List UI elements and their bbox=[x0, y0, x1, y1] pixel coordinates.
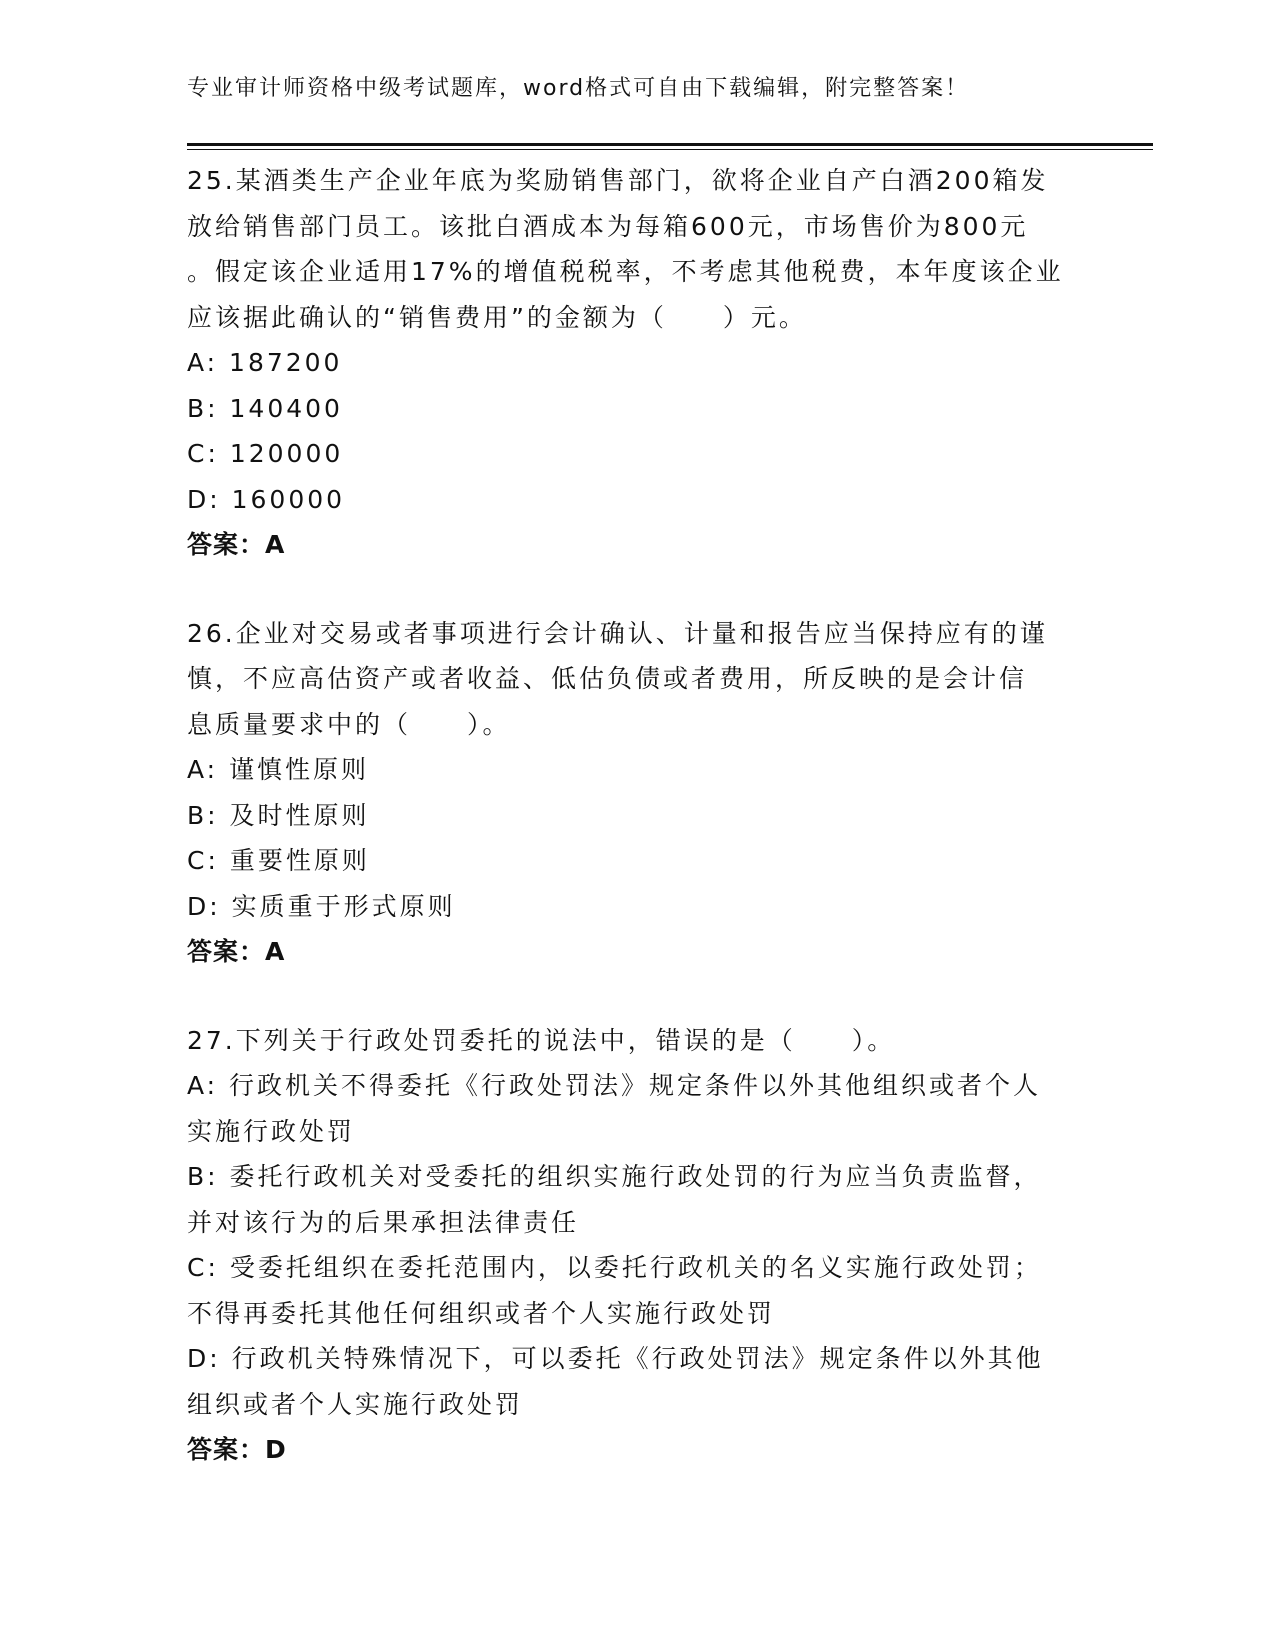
option-d: D: 160000 bbox=[187, 484, 346, 514]
option-c: C: 受委托组织在委托范围内，以委托行政机关的名义实施行政处罚； bbox=[187, 1253, 1042, 1282]
option-a-continued: 实施行政处罚 bbox=[187, 1116, 356, 1146]
option-c: C: 重要性原则 bbox=[187, 846, 370, 875]
option-b: B: 及时性原则 bbox=[187, 800, 370, 830]
question-stem-line: 25.某酒类生产企业年底为奖励销售部门，欲将企业自产白酒200箱发 bbox=[187, 166, 1049, 195]
option-a: A: 行政机关不得委托《行政处罚法》规定条件以外其他组织或者个人 bbox=[187, 1071, 1042, 1100]
question-stem-line: 应该据此确认的“销售费用”的金额为（ ）元。 bbox=[187, 302, 807, 332]
answer-label: 答案：A bbox=[187, 937, 286, 966]
question-stem-line: 放给销售部门员工。该批白酒成本为每箱600元，市场售价为800元 bbox=[187, 211, 1029, 241]
option-b-continued: 并对该行为的后果承担法律责任 bbox=[187, 1207, 580, 1237]
answer-label: 答案：A bbox=[187, 530, 286, 559]
option-a: A: 187200 bbox=[187, 348, 343, 377]
header-rule-thick bbox=[187, 143, 1153, 146]
question-list bbox=[187, 158, 1087, 1516]
question-stem-line: 27.下列关于行政处罚委托的说法中，错误的是（ ）。 bbox=[187, 1025, 896, 1055]
question-25 bbox=[187, 158, 1087, 568]
question-stem-line: 慎，不应高估资产或者收益、低估负债或者费用，所反映的是会计信 bbox=[187, 664, 1028, 693]
option-d-continued: 组织或者个人实施行政处罚 bbox=[187, 1389, 524, 1419]
answer-label: 答案：D bbox=[187, 1435, 287, 1464]
option-d: D: 行政机关特殊情况下，可以委托《行政处罚法》规定条件以外其他 bbox=[187, 1344, 1044, 1373]
question-26 bbox=[187, 611, 1087, 975]
question-27 bbox=[187, 1018, 1087, 1473]
page-header: 专业审计师资格中级考试题库，word格式可自由下载编辑，附完整答案！ bbox=[187, 76, 970, 101]
header-rule-thin bbox=[187, 149, 1153, 150]
option-a: A: 谨慎性原则 bbox=[187, 755, 370, 784]
option-d: D: 实质重于形式原则 bbox=[187, 891, 456, 921]
question-stem-line: 26.企业对交易或者事项进行会计确认、计量和报告应当保持应有的谨 bbox=[187, 618, 1048, 648]
question-stem-line: 。假定该企业适用17%的增值税税率，不考虑其他税费，本年度该企业 bbox=[187, 257, 1064, 286]
option-b: B: 委托行政机关对受委托的组织实施行政处罚的行为应当负责监督， bbox=[187, 1162, 1042, 1191]
option-c-continued: 不得再委托其他任何组织或者个人实施行政处罚 bbox=[187, 1298, 776, 1328]
option-c: C: 120000 bbox=[187, 439, 344, 468]
question-stem-line: 息质量要求中的（ ）。 bbox=[187, 709, 511, 739]
option-b: B: 140400 bbox=[187, 393, 343, 423]
